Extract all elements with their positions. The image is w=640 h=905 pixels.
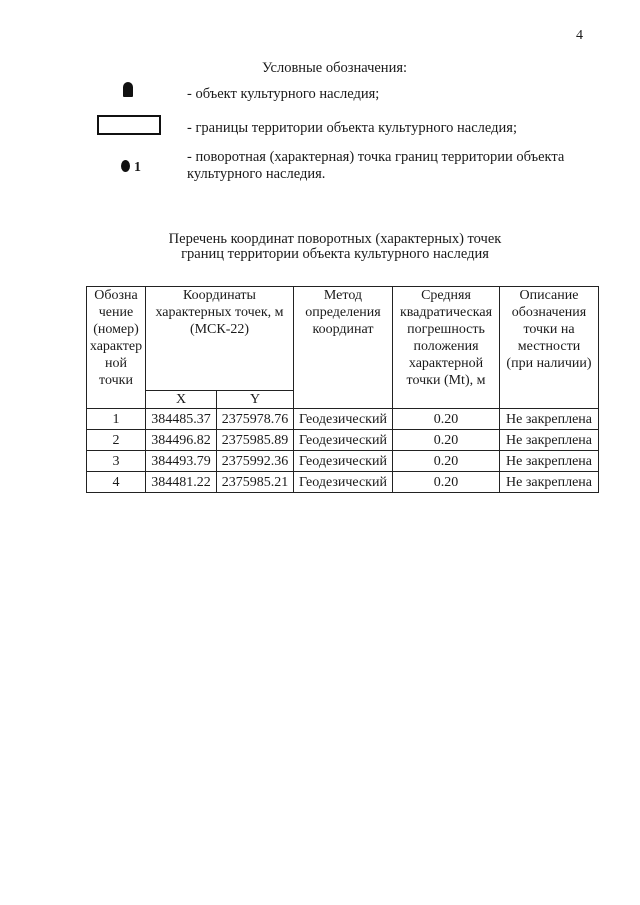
legend-text-heritage-object: - объект культурного наследия; — [187, 86, 380, 102]
header-line: Метод — [323, 288, 363, 303]
section-title-line: Перечень координат поворотных (характерных) точек — [168, 231, 502, 247]
legend-title: Условные обозначения: — [262, 60, 408, 76]
header-line: погрешность — [407, 322, 485, 337]
cell-y: 2375978.76 — [217, 409, 294, 430]
table-row — [87, 451, 599, 472]
header-line: квадратическая — [399, 305, 493, 320]
header-x: X — [146, 391, 217, 409]
header-line: Обозна — [94, 288, 138, 303]
legend-text-boundary: - границы территории объекта культурного наследия; — [187, 120, 517, 136]
header-line: Описание — [519, 288, 579, 303]
section-title-line: границ территории объекта культурного наследия — [181, 246, 489, 262]
legend-text-line: культурного наследия. — [187, 166, 326, 182]
heritage-object-icon — [123, 82, 133, 97]
header-line: Средняя — [421, 288, 471, 303]
cell-description: Не закреплена — [500, 451, 599, 472]
header-line: чение — [98, 305, 134, 320]
header-line: точки (Mt), м — [406, 373, 486, 388]
header-line: положения — [413, 339, 479, 354]
header-line: определения — [305, 305, 381, 320]
header-y: Y — [217, 391, 294, 409]
header-line: (МСК-22) — [189, 322, 250, 337]
header-description — [500, 287, 599, 409]
cell-description: Не закреплена — [500, 472, 599, 493]
cell-error: 0.20 — [393, 409, 500, 430]
cell-error: 0.20 — [393, 451, 500, 472]
cell-description: Не закреплена — [500, 430, 599, 451]
section-title — [0, 232, 640, 262]
cell-method: Геодезический — [294, 409, 393, 430]
header-line: характерной — [408, 356, 484, 371]
table-row — [87, 472, 599, 493]
turning-point-label: 1 — [134, 160, 141, 175]
turning-point-icon — [121, 160, 130, 172]
legend-text-turning-point — [187, 149, 564, 183]
cell-num: 2 — [87, 430, 146, 451]
cell-error: 0.20 — [393, 430, 500, 451]
cell-x: 384493.79 — [146, 451, 217, 472]
cell-num: 4 — [87, 472, 146, 493]
header-line: (номер) — [93, 322, 139, 337]
header-line: характерных точек, м — [155, 305, 284, 320]
cell-x: 384485.37 — [146, 409, 217, 430]
coordinates-table — [86, 286, 599, 493]
header-method — [294, 287, 393, 409]
cell-x: 384496.82 — [146, 430, 217, 451]
cell-method: Геодезический — [294, 451, 393, 472]
cell-description: Не закреплена — [500, 409, 599, 430]
header-line: точки на — [523, 322, 575, 337]
cell-num: 3 — [87, 451, 146, 472]
table-row — [87, 409, 599, 430]
header-line: характер — [89, 339, 143, 354]
header-line: Координаты — [183, 288, 256, 303]
header-line: ной — [105, 356, 127, 371]
cell-error: 0.20 — [393, 472, 500, 493]
page-number: 4 — [576, 28, 583, 43]
turning-point-symbol — [121, 160, 141, 176]
header-point-number — [87, 287, 146, 409]
table-row — [87, 430, 599, 451]
cell-method: Геодезический — [294, 430, 393, 451]
header-mean-error — [393, 287, 500, 409]
cell-y: 2375992.36 — [217, 451, 294, 472]
header-line: местности — [517, 339, 581, 354]
header-line: (при наличии) — [506, 356, 592, 371]
header-line: обозначения — [511, 305, 587, 320]
cell-y: 2375985.89 — [217, 430, 294, 451]
cell-x: 384481.22 — [146, 472, 217, 493]
header-line: точки — [99, 373, 133, 388]
header-coordinates — [146, 287, 294, 391]
cell-y: 2375985.21 — [217, 472, 294, 493]
cell-method: Геодезический — [294, 472, 393, 493]
legend-text-line: - поворотная (характерная) точка границ территории объекта — [187, 149, 565, 165]
cell-num: 1 — [87, 409, 146, 430]
boundary-rectangle-icon — [97, 115, 161, 135]
header-line: координат — [312, 322, 374, 337]
